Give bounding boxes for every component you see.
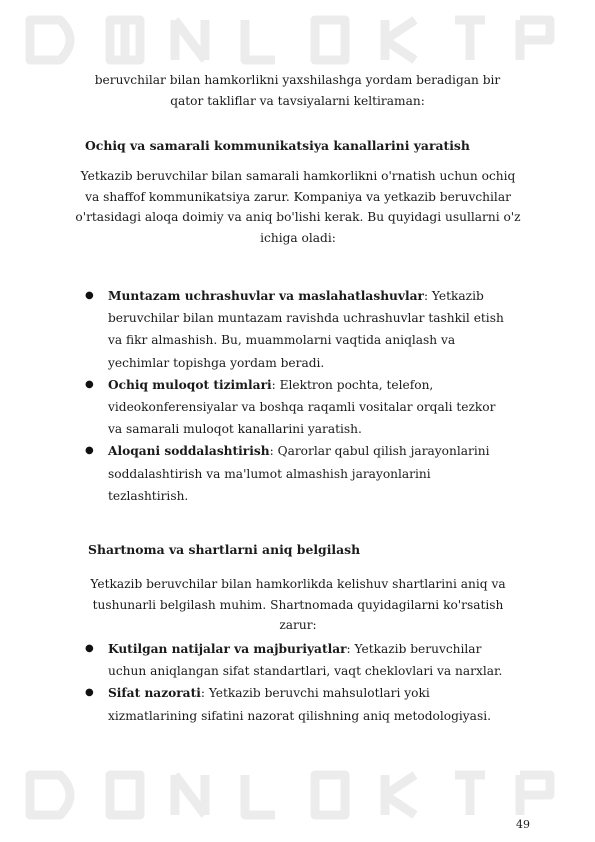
- list-item: [85, 440, 505, 507]
- bullet-text: : Yetkazib beruvchi mahsulotlari yoki xizmatlarining sifatini nazorat qilishning aniq metodologiyasi.: [108, 686, 491, 723]
- bullet-text: : Yetkazib beruvchilar uchun aniqlangan sifat standartlari, vaqt cheklovlari va narxlar.: [108, 642, 503, 679]
- list-item: [85, 638, 505, 682]
- section1-bullet-list: [85, 285, 505, 507]
- section1-paragraph: Yetkazib beruvchilar bilan samarali hamkorlikni o'rnatish uchun ochiq va shaffof kommunikatsiya zarur. Kompaniya va yetkazib beruvchilar o'rtasidagi aloqa doimiy va aniq bo'lishi kerak. Bu quyidagi usullarni o'z ichiga oladi:: [75, 169, 521, 245]
- bullet-term: Aloqani soddalashtirish: [108, 444, 270, 459]
- bullet-text: : Elektron pochta, telefon, videokonferensiyalar va boshqa raqamli vositalar orqali tezkor va samarali muloqot kanallarini yaratish.: [108, 377, 496, 437]
- page-number: 49: [516, 818, 530, 831]
- bullet-term: Ochiq muloqot tizimlari: [108, 377, 272, 392]
- bullet-term: Sifat nazorati: [108, 686, 201, 701]
- bullet-term: Muntazam uchrashuvlar va maslahatlashuvlar: [108, 289, 424, 303]
- list-item: [85, 285, 505, 374]
- section2-bullet-list: [85, 638, 505, 727]
- section2-paragraph: Yetkazib beruvchilar bilan hamkorlikda kelishuv shartlarini aniq va tushunarli belgilash muhim. Shartnomada quyidagilarni ko'rsatish zarur:: [90, 577, 506, 632]
- list-item: [85, 682, 505, 726]
- section2-heading: Shartnoma va shartlarni aniq belgilash: [88, 542, 361, 557]
- section1-heading: Ochiq va samarali kommunikatsiya kanallarini yaratish: [85, 138, 470, 153]
- list-item: [85, 374, 505, 441]
- bullet-text: : Qarorlar qabul qilish jarayonlarini soddalashtirish va ma'lumot almashish jarayonlarini tezlashtirish.: [108, 444, 490, 503]
- intro-paragraph: beruvchilar bilan hamkorlikni yaxshilashga yordam beradigan bir qator takliflar va tavsiyalarni keltiraman:: [94, 73, 501, 108]
- bullet-text: : Yetkazib beruvchilar bilan muntazam ravishda uchrashuvlar tashkil etish va fikr almashish. Bu, muammolarni vaqtida aniqlash va yechimlar topishga yordam beradi.: [108, 289, 504, 370]
- bullet-term: Kutilgan natijalar va majburiyatlar: [108, 642, 347, 656]
